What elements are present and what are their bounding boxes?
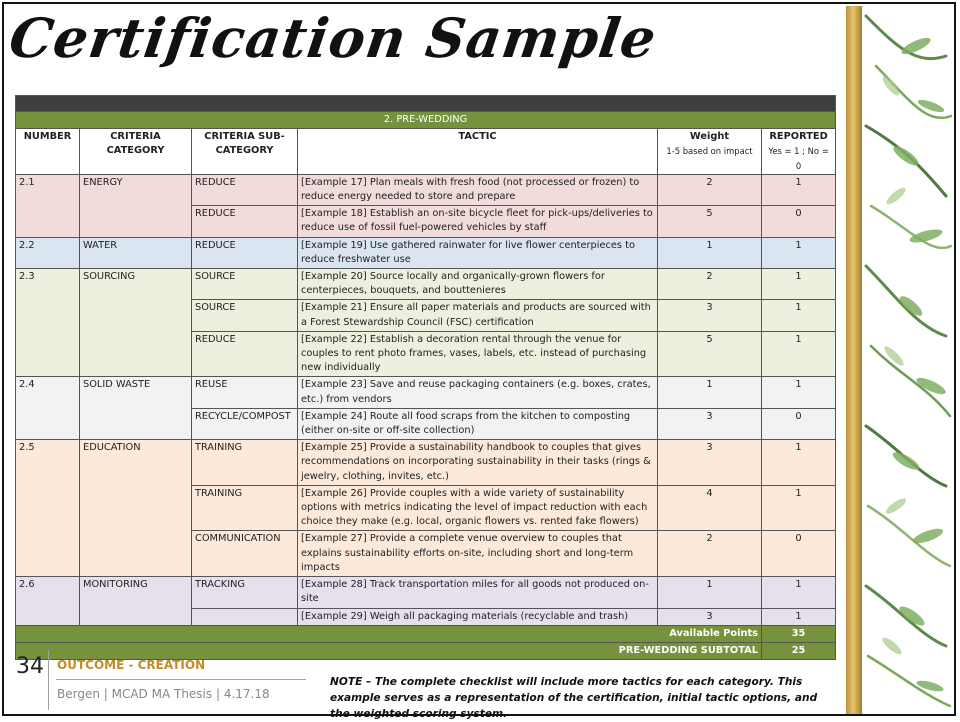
criteria-subcategory: COMMUNICATION	[192, 531, 298, 577]
header-category: CRITERIA CATEGORY	[80, 129, 192, 175]
weight-cell: 1	[658, 237, 762, 268]
gold-foil-bar	[846, 6, 862, 714]
tactic-cell: [Example 24] Route all food scraps from the kitchen to composting (either on-site or off-site collection)	[298, 408, 658, 439]
weight-cell: 3	[658, 608, 762, 625]
criteria-category: SOLID WASTE	[80, 377, 192, 440]
reported-cell: 1	[762, 608, 836, 625]
weight-cell: 3	[658, 300, 762, 331]
table-row	[16, 577, 836, 608]
reported-cell: 1	[762, 300, 836, 331]
tactic-cell: [Example 27] Provide a complete venue overview to couples that explains sustainability efforts on-site, including short and long-term impacts	[298, 531, 658, 577]
criteria-category: MONITORING	[80, 577, 192, 626]
criteria-category: WATER	[80, 237, 192, 268]
criteria-number: 2.4	[16, 377, 80, 440]
weight-cell: 5	[658, 331, 762, 377]
tactic-cell: [Example 20] Source locally and organically-grown flowers for centerpieces, bouquets, and bouttenieres	[298, 269, 658, 300]
criteria-subcategory: RECYCLE/COMPOST	[192, 408, 298, 439]
criteria-subcategory	[192, 608, 298, 625]
tactic-cell: [Example 19] Use gathered rainwater for live flower centerpieces to reduce freshwater use	[298, 237, 658, 268]
weight-cell: 3	[658, 408, 762, 439]
table-row	[16, 237, 836, 268]
table-top-bar	[16, 96, 836, 112]
subtotal-row-value: 25	[762, 642, 836, 659]
column-headers	[16, 129, 836, 175]
tactic-cell: [Example 21] Ensure all paper materials and products are sourced with a Forest Stewardship Council (FSC) certification	[298, 300, 658, 331]
reported-cell: 1	[762, 237, 836, 268]
available-points-row-label: Available Points	[16, 625, 762, 642]
tactic-cell: [Example 18] Establish an on-site bicycle fleet for pick-ups/deliveries to reduce use of fossil fuel-powered vehicles by staff	[298, 206, 658, 237]
footer-note: NOTE – The complete checklist will include more tactics for each category. This example serves as a representation of the certification, initial tactic options, and the weighted scoring system.	[330, 676, 818, 720]
tactic-cell: [Example 26] Provide couples with a wide variety of sustainability options with metrics indicating the level of impact reduction with each choice they make (e.g. local, organic flowers vs. rented fake flowers)	[298, 485, 658, 531]
criteria-category: SOURCING	[80, 269, 192, 377]
criteria-number: 2.5	[16, 440, 80, 577]
reported-cell: 0	[762, 408, 836, 439]
section-title: 2. PRE-WEDDING	[16, 112, 836, 129]
certification-table	[15, 95, 836, 660]
header-reported-label: REPORTED	[769, 131, 828, 143]
table-row	[16, 269, 836, 300]
footer-author: Bergen | MCAD MA Thesis | 4.17.18	[57, 687, 270, 701]
criteria-subcategory: REDUCE	[192, 174, 298, 205]
criteria-subcategory: REUSE	[192, 377, 298, 408]
reported-cell: 1	[762, 174, 836, 205]
table-row	[16, 440, 836, 486]
header-number: NUMBER	[16, 129, 80, 175]
reported-cell: 1	[762, 485, 836, 531]
header-reported-sub: Yes = 1 ; No = 0	[768, 146, 829, 171]
table-row	[16, 377, 836, 408]
table-row	[16, 174, 836, 205]
criteria-number: 2.1	[16, 174, 80, 237]
page-number: 34	[16, 654, 44, 679]
reported-cell: 1	[762, 331, 836, 377]
criteria-category: ENERGY	[80, 174, 192, 237]
tactic-cell: [Example 17] Plan meals with fresh food (not processed or frozen) to reduce energy needed to store and prepare	[298, 174, 658, 205]
section-header	[16, 112, 836, 129]
criteria-subcategory: SOURCE	[192, 269, 298, 300]
weight-cell: 1	[658, 377, 762, 408]
weight-cell: 4	[658, 485, 762, 531]
available-points-row	[16, 625, 836, 642]
criteria-subcategory: SOURCE	[192, 300, 298, 331]
foliage-decoration	[846, 6, 954, 714]
subtotal-row-label: PRE-WEDDING SUBTOTAL	[16, 642, 762, 659]
reported-cell: 0	[762, 531, 836, 577]
criteria-category: EDUCATION	[80, 440, 192, 577]
tactic-cell: [Example 28] Track transportation miles for all goods not produced on-site	[298, 577, 658, 608]
header-weight-sub: 1-5 based on impact	[666, 146, 753, 157]
criteria-number: 2.3	[16, 269, 80, 377]
slide-title: Certification Sample	[5, 6, 661, 70]
reported-cell: 1	[762, 440, 836, 486]
header-subcategory: CRITERIA SUB-CATEGORY	[192, 129, 298, 175]
weight-cell: 2	[658, 174, 762, 205]
footer-outcome: OUTCOME - CREATION	[57, 658, 206, 672]
weight-cell: 5	[658, 206, 762, 237]
header-weight	[658, 129, 762, 175]
weight-cell: 3	[658, 440, 762, 486]
tactic-cell: [Example 25] Provide a sustainability handbook to couples that gives recommendations on incorporating sustainability in their tasks (rings & jewelry, clothing, invites, etc.)	[298, 440, 658, 486]
header-weight-label: Weight	[689, 131, 730, 143]
weight-cell: 1	[658, 577, 762, 608]
reported-cell: 0	[762, 206, 836, 237]
criteria-subcategory: TRAINING	[192, 485, 298, 531]
reported-cell: 1	[762, 269, 836, 300]
tactic-cell: [Example 22] Establish a decoration rental through the venue for couples to rent photo frames, vases, labels, etc. instead of purchasing new individually	[298, 331, 658, 377]
available-points-row-value: 35	[762, 625, 836, 642]
footer-divider	[48, 650, 49, 710]
criteria-subcategory: TRAINING	[192, 440, 298, 486]
criteria-subcategory: REDUCE	[192, 237, 298, 268]
reported-cell: 1	[762, 577, 836, 608]
criteria-subcategory: TRACKING	[192, 577, 298, 608]
header-tactic: TACTIC	[298, 129, 658, 175]
tactic-cell: [Example 29] Weigh all packaging materials (recyclable and trash)	[298, 608, 658, 625]
weight-cell: 2	[658, 269, 762, 300]
tactic-cell: [Example 23] Save and reuse packaging containers (e.g. boxes, crates, etc.) from vendors	[298, 377, 658, 408]
criteria-subcategory: REDUCE	[192, 206, 298, 237]
criteria-number: 2.6	[16, 577, 80, 626]
criteria-subcategory: REDUCE	[192, 331, 298, 377]
footer-rule	[56, 679, 306, 680]
header-reported	[762, 129, 836, 175]
criteria-number: 2.2	[16, 237, 80, 268]
reported-cell: 1	[762, 377, 836, 408]
weight-cell: 2	[658, 531, 762, 577]
